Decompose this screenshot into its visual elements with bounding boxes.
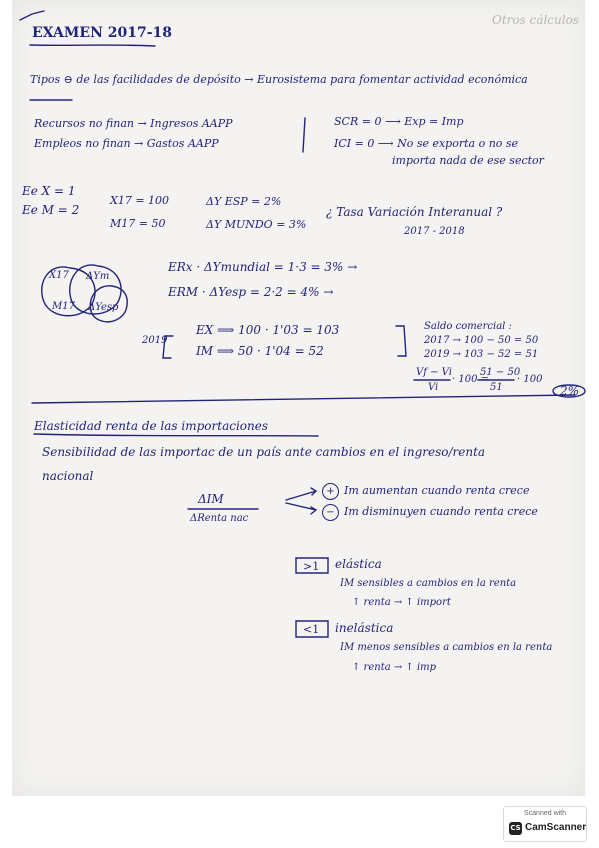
- erx-line: ERx · ΔYmundial = 1·3 = 3% →: [168, 260, 358, 274]
- m17-value: M17 = 50: [110, 217, 166, 230]
- calc-year: 2019: [142, 335, 168, 346]
- camscanner-brand: CamScanner: [525, 822, 587, 833]
- scanned-with-text: Scanned with: [523, 810, 567, 817]
- camscanner-badge: [503, 806, 587, 842]
- venn-label-m17: M17: [52, 301, 75, 312]
- im-calc: IM ⟹ 50 · 1'04 = 52: [196, 344, 324, 358]
- formula-times-100: · 100 =: [452, 374, 490, 385]
- x17-value: X17 = 100: [110, 194, 170, 207]
- ee-m: Ee M = 2: [22, 203, 80, 217]
- lt1-arrow: ↑ renta → ↑ imp: [352, 662, 437, 673]
- minus-text: Im disminuyen cuando renta crece: [344, 505, 538, 518]
- ee-x: Ee X = 1: [22, 184, 76, 198]
- exam-title: EXAMEN 2017-18: [32, 25, 172, 41]
- saldo-2017: 2017 → 100 − 50 = 50: [424, 335, 539, 346]
- dy-mundo: ΔY MUNDO = 3%: [206, 218, 307, 231]
- gt1-label: elástica: [335, 557, 382, 571]
- saldo-2019: 2019 → 103 − 52 = 51: [424, 349, 539, 360]
- lt1-value: <1: [303, 623, 320, 636]
- ici-line-cont: importa nada de ese sector: [392, 154, 544, 167]
- intro-line: Tipos ⊖ de las facilidades de depósito → Eurosistema para fomentar actividad económica: [30, 73, 528, 86]
- scr-line: SCR = 0 ⟶ Exp = Imp: [334, 115, 464, 128]
- gt1-arrow: ↑ renta → ↑ import: [352, 597, 451, 608]
- elasticity-frac-num: ΔIM: [198, 492, 224, 506]
- plus-circle: +: [322, 483, 339, 500]
- saldo-title: Saldo comercial :: [424, 321, 512, 332]
- result-value: 2%: [560, 384, 580, 398]
- erm-line: ERM · ΔYesp = 2·2 = 4% →: [168, 285, 334, 299]
- minus-circle: −: [322, 504, 339, 521]
- plus-text: Im aumentan cuando renta crece: [344, 484, 530, 497]
- question-years: 2017 - 2018: [404, 226, 465, 237]
- elasticity-frac-den: ΔRenta nac: [190, 513, 249, 524]
- formula-numerator: Vf − Vi: [416, 367, 452, 378]
- formula-times-100-2: · 100: [517, 374, 543, 385]
- venn-label-dym: ΔYm: [86, 271, 110, 282]
- dy-esp: ΔY ESP = 2%: [206, 195, 282, 208]
- recursos-line: Recursos no finan → Ingresos AAPP: [34, 117, 233, 130]
- interannual-question: ¿ Tasa Variación Interanual ?: [326, 205, 503, 219]
- formula-numerator-2: 51 − 50: [480, 367, 521, 378]
- gt1-value: >1: [303, 560, 320, 573]
- empleos-line: Empleos no finan → Gastos AAPP: [34, 137, 219, 150]
- formula-denominator: Vi: [428, 382, 439, 393]
- venn-label-x17: X17: [49, 270, 69, 281]
- camscanner-logo-icon: CS: [509, 822, 522, 835]
- ici-line: ICI = 0 ⟶ No se exporta o no se: [334, 137, 519, 150]
- venn-label-dyesp: ΔYesp: [88, 302, 119, 313]
- ex-calc: EX ⟹ 100 · 1'03 = 103: [196, 323, 340, 337]
- lt1-label: inelástica: [335, 621, 394, 635]
- lt1-desc: IM menos sensibles a cambios en la renta: [340, 642, 553, 653]
- gt1-desc: IM sensibles a cambios en la renta: [340, 578, 517, 589]
- faint-printed-text: Otros cálculos: [492, 13, 579, 27]
- elasticity-desc: Sensibilidad de las importac de un país ante cambios en el ingreso/renta: [42, 445, 486, 459]
- elasticity-desc-cont: nacional: [42, 469, 94, 483]
- elasticity-title: Elasticidad renta de las importaciones: [34, 419, 268, 433]
- formula-denominator-2: 51: [490, 382, 503, 393]
